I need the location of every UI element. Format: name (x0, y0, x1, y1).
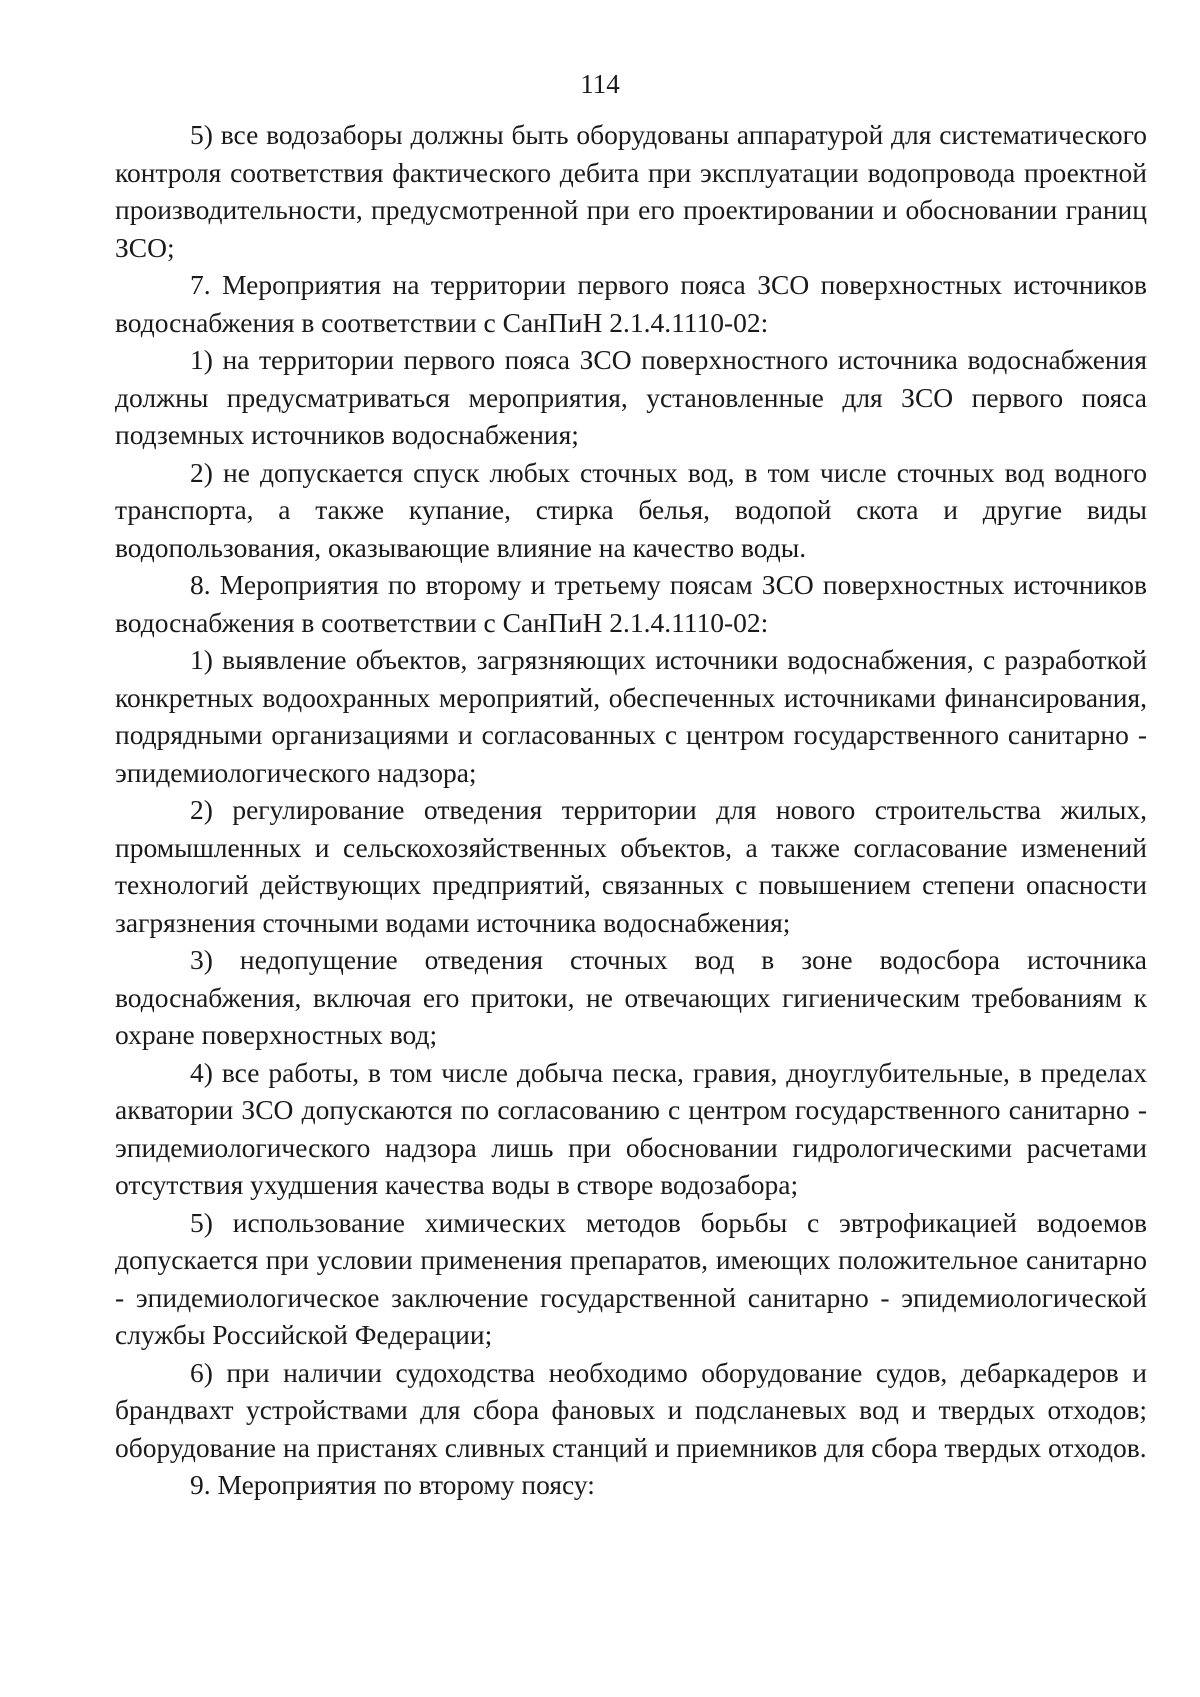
paragraph-item-2-regulation: 2) регулирование отведения территории для нового строительства жилых, промышленных и сельскохозяйственных объектов, а также согласование изменений технологий действующих предприятий, связанных с повышением степени опасности загрязнения сточными водами источника водоснабжения; (115, 794, 1147, 938)
paragraph-item-4-works: 4) все работы, в том числе добыча песка, гравия, дноуглубительные, в пределах акватории ЗСО допускаются по согласованию с центром государственного санитарно - эпидемиологического надзора лишь при обосновании гидрологическими расчетами отсутствия ухудшения качества воды в створе водозабора; (115, 1056, 1147, 1200)
paragraph-item-5-chemical-methods: 5) использование химических методов борьбы с эвтрофикацией водоемов допускается при условии применения препаратов, имеющих положительное санитарно - эпидемиологическое заключение государственной санитарно - эпидемиологической службы Российской Федерации; (115, 1206, 1147, 1350)
paragraph-section-8-heading: 8. Мероприятия по второму и третьему поясам ЗСО поверхностных источников водоснабжения в соответствии с СанПиН 2.1.4.1110-02: (115, 569, 1147, 638)
paragraph-item-1-first-zone: 1) на территории первого пояса ЗСО поверхностного источника водоснабжения должны предусматриваться мероприятия, установленные для ЗСО первого пояса подземных источников водоснабжения; (115, 344, 1147, 450)
paragraph-item-1-identification: 1) выявление объектов, загрязняющих источники водоснабжения, с разработкой конкретных водоохранных мероприятий, обеспеченных источниками финансирования, подрядными организациями и согласованных с центром государственного санитарно - эпидемиологического надзора; (115, 644, 1147, 788)
paragraph-item-2-no-discharge: 2) не допускается спуск любых сточных вод, в том числе сточных вод водного транспорта, а также купание, стирка белья, водопой скота и другие виды водопользования, оказывающие влияние на качество воды. (115, 456, 1147, 563)
paragraph-item-3-wastewater: 3) недопущение отведения сточных вод в зоне водосбора источника водоснабжения, включая его притоки, не отвечающих гигиеническим требованиям к охране поверхностных вод; (115, 944, 1147, 1050)
document-body (115, 116, 1147, 1504)
paragraph-section-9-heading: 9. Мероприятия по второму поясу: (190, 1469, 595, 1500)
paragraph-item-6-navigation: 6) при наличии судоходства необходимо оборудование судов, дебаркадеров и брандвахт устройствами для сбора фановых и подсланевых вод и твердых отходов; оборудование на пристанях сливных станций и приемников для сбора твердых отходов. (115, 1356, 1147, 1463)
paragraph-item-5-water-intakes: 5) все водозаборы должны быть оборудованы аппаратурой для систематического контроля соответствия фактического дебита при эксплуатации водопровода проектной производительности, предусмотренной при его проектировании и обосновании границ ЗСО; (115, 119, 1147, 263)
paragraph-section-7-heading: 7. Мероприятия на территории первого пояса ЗСО поверхностных источников водоснабжения в соответствии с СанПиН 2.1.4.1110-02: (115, 269, 1147, 338)
page-number: 114 (580, 69, 620, 99)
